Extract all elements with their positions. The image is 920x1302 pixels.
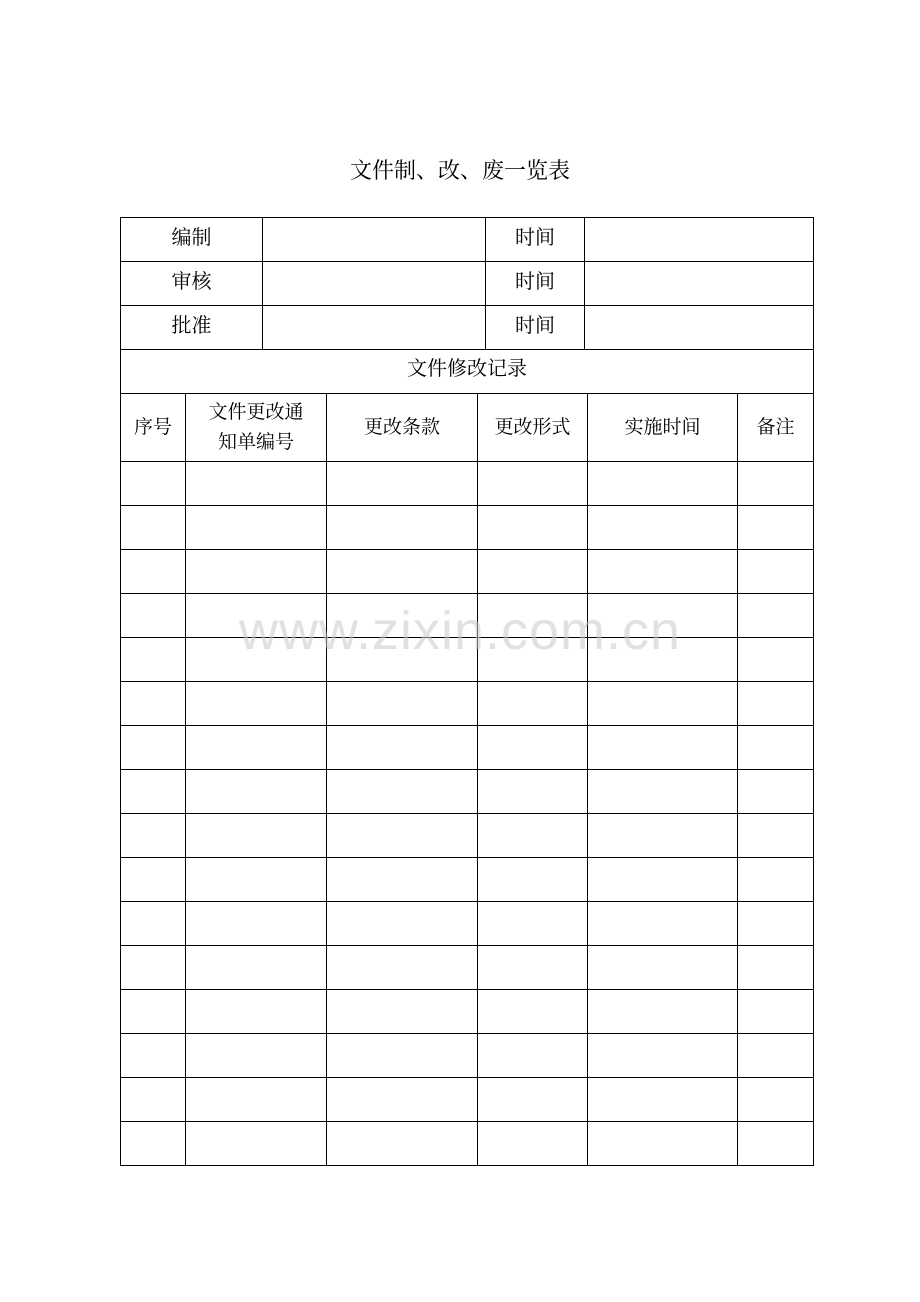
table-row: [121, 813, 814, 857]
table-row: [121, 1077, 814, 1121]
approval-row-approve: [121, 306, 814, 350]
approve-time-label: 时间: [486, 306, 585, 350]
cell-remarks[interactable]: [738, 461, 814, 505]
cell-clause[interactable]: [327, 813, 478, 857]
compile-time-cell[interactable]: [585, 218, 814, 262]
cell-notice-no[interactable]: [186, 549, 327, 593]
cell-impl-time[interactable]: [588, 857, 738, 901]
cell-impl-time[interactable]: [588, 681, 738, 725]
header-clause: 更改条款: [327, 393, 478, 461]
cell-remarks[interactable]: [738, 989, 814, 1033]
cell-clause[interactable]: [327, 593, 478, 637]
review-value-cell[interactable]: [263, 262, 486, 306]
cell-seq[interactable]: [121, 461, 186, 505]
cell-clause[interactable]: [327, 901, 478, 945]
table-row: [121, 901, 814, 945]
cell-form[interactable]: [478, 637, 588, 681]
approve-label: 批准: [121, 306, 263, 350]
cell-clause[interactable]: [327, 1033, 478, 1077]
cell-form[interactable]: [478, 1077, 588, 1121]
header-form: 更改形式: [478, 393, 588, 461]
cell-seq[interactable]: [121, 637, 186, 681]
table-row: [121, 637, 814, 681]
cell-impl-time[interactable]: [588, 1033, 738, 1077]
cell-clause[interactable]: [327, 637, 478, 681]
record-section-title: 文件修改记录: [121, 349, 814, 393]
cell-form[interactable]: [478, 725, 588, 769]
cell-remarks[interactable]: [738, 681, 814, 725]
cell-form[interactable]: [478, 945, 588, 989]
approve-value-cell[interactable]: [263, 306, 486, 350]
cell-clause[interactable]: [327, 769, 478, 813]
cell-form[interactable]: [478, 593, 588, 637]
cell-remarks[interactable]: [738, 725, 814, 769]
table-row: [121, 461, 814, 505]
cell-impl-time[interactable]: [588, 1077, 738, 1121]
cell-form[interactable]: [478, 769, 588, 813]
cell-impl-time[interactable]: [588, 549, 738, 593]
cell-form[interactable]: [478, 681, 588, 725]
review-label: 审核: [121, 262, 263, 306]
cell-impl-time[interactable]: [588, 769, 738, 813]
cell-notice-no[interactable]: [186, 989, 327, 1033]
header-notice-no: [186, 393, 327, 461]
cell-impl-time[interactable]: [588, 901, 738, 945]
table-row: [121, 1033, 814, 1077]
header-notice-no-line2: 知单编号: [217, 431, 294, 453]
cell-form[interactable]: [478, 989, 588, 1033]
cell-impl-time[interactable]: [588, 989, 738, 1033]
cell-notice-no[interactable]: [186, 681, 327, 725]
table-row: [121, 505, 814, 549]
cell-form[interactable]: [478, 857, 588, 901]
cell-remarks[interactable]: [738, 1077, 814, 1121]
cell-form[interactable]: [478, 549, 588, 593]
cell-impl-time[interactable]: [588, 461, 738, 505]
cell-seq[interactable]: [121, 901, 186, 945]
cell-clause[interactable]: [327, 989, 478, 1033]
cell-remarks[interactable]: [738, 901, 814, 945]
table-row: [121, 1121, 814, 1165]
cell-remarks[interactable]: [738, 549, 814, 593]
cell-seq[interactable]: [121, 505, 186, 549]
review-time-cell[interactable]: [585, 262, 814, 306]
cell-remarks[interactable]: [738, 505, 814, 549]
cell-remarks[interactable]: [738, 1121, 814, 1165]
cell-clause[interactable]: [327, 549, 478, 593]
cell-seq[interactable]: [121, 725, 186, 769]
cell-notice-no[interactable]: [186, 461, 327, 505]
cell-seq[interactable]: [121, 857, 186, 901]
table-row: [121, 989, 814, 1033]
record-section-row: [121, 349, 814, 393]
cell-remarks[interactable]: [738, 857, 814, 901]
cell-form[interactable]: [478, 505, 588, 549]
cell-seq[interactable]: [121, 813, 186, 857]
watermark: www.zixin.com.cn: [238, 601, 682, 661]
review-time-label: 时间: [486, 262, 585, 306]
record-header-row: [121, 393, 814, 461]
cell-remarks[interactable]: [738, 813, 814, 857]
approval-table: [120, 217, 814, 350]
table-row: [121, 549, 814, 593]
cell-seq[interactable]: [121, 1121, 186, 1165]
cell-form[interactable]: [478, 901, 588, 945]
cell-form[interactable]: [478, 813, 588, 857]
cell-impl-time[interactable]: [588, 945, 738, 989]
cell-clause[interactable]: [327, 505, 478, 549]
table-row: [121, 681, 814, 725]
cell-notice-no[interactable]: [186, 1121, 327, 1165]
cell-clause[interactable]: [327, 945, 478, 989]
cell-notice-no[interactable]: [186, 857, 327, 901]
table-row: [121, 945, 814, 989]
cell-clause[interactable]: [327, 681, 478, 725]
record-table: [120, 349, 814, 1166]
approve-time-cell[interactable]: [585, 306, 814, 350]
header-remarks: 备注: [738, 393, 814, 461]
cell-impl-time[interactable]: [588, 505, 738, 549]
cell-clause[interactable]: [327, 725, 478, 769]
document-title: 文件制、改、废一览表: [349, 159, 570, 184]
cell-notice-no[interactable]: [186, 901, 327, 945]
cell-impl-time[interactable]: [588, 813, 738, 857]
cell-impl-time[interactable]: [588, 725, 738, 769]
cell-seq[interactable]: [121, 945, 186, 989]
cell-seq[interactable]: [121, 1033, 186, 1077]
cell-remarks[interactable]: [738, 769, 814, 813]
cell-seq[interactable]: [121, 1077, 186, 1121]
table-row: [121, 725, 814, 769]
cell-impl-time[interactable]: [588, 1121, 738, 1165]
cell-seq[interactable]: [121, 549, 186, 593]
header-impl-time: 实施时间: [588, 393, 738, 461]
cell-remarks[interactable]: [738, 945, 814, 989]
table-row: [121, 769, 814, 813]
compile-time-label: 时间: [486, 218, 585, 262]
cell-notice-no[interactable]: [186, 769, 327, 813]
table-row: [121, 857, 814, 901]
cell-remarks[interactable]: [738, 593, 814, 637]
header-notice-no-line1: 文件更改通: [208, 401, 304, 423]
cell-form[interactable]: [478, 1033, 588, 1077]
cell-clause[interactable]: [327, 461, 478, 505]
cell-notice-no[interactable]: [186, 813, 327, 857]
approval-row-review: [121, 262, 814, 306]
cell-notice-no[interactable]: [186, 1077, 327, 1121]
cell-seq[interactable]: [121, 681, 186, 725]
approval-row-compile: [121, 218, 814, 262]
record-body: [121, 461, 814, 1165]
cell-notice-no[interactable]: [186, 593, 327, 637]
table-row: [121, 593, 814, 637]
compile-value-cell[interactable]: [263, 218, 486, 262]
cell-form[interactable]: [478, 461, 588, 505]
cell-impl-time[interactable]: [588, 637, 738, 681]
cell-clause[interactable]: [327, 857, 478, 901]
cell-notice-no[interactable]: [186, 1033, 327, 1077]
cell-seq[interactable]: [121, 769, 186, 813]
cell-impl-time[interactable]: [588, 593, 738, 637]
compile-label: 编制: [121, 218, 263, 262]
cell-notice-no[interactable]: [186, 637, 327, 681]
cell-notice-no[interactable]: [186, 725, 327, 769]
cell-remarks[interactable]: [738, 637, 814, 681]
cell-clause[interactable]: [327, 1121, 478, 1165]
cell-remarks[interactable]: [738, 1033, 814, 1077]
cell-notice-no[interactable]: [186, 945, 327, 989]
cell-notice-no[interactable]: [186, 505, 327, 549]
cell-form[interactable]: [478, 1121, 588, 1165]
header-seq: 序号: [121, 393, 186, 461]
cell-clause[interactable]: [327, 1077, 478, 1121]
cell-seq[interactable]: [121, 593, 186, 637]
cell-seq[interactable]: [121, 989, 186, 1033]
